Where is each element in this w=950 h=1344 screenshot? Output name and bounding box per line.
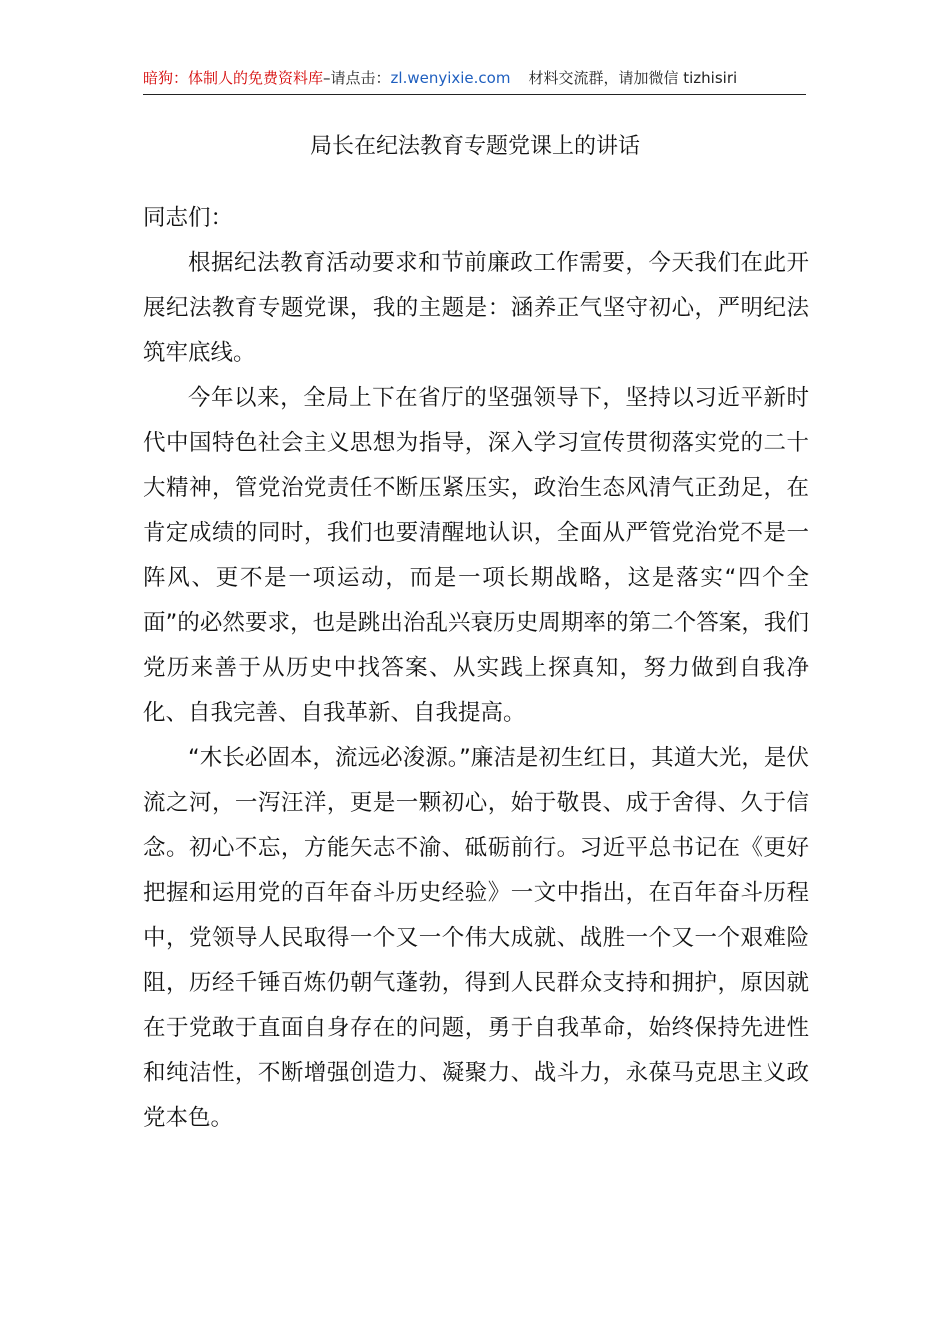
- page-header: [143, 66, 806, 95]
- salutation: 同志们：: [143, 205, 234, 231]
- paragraph-3: “木长必固本，流远必浚源。”廉洁是初生红日，其道大光，是伏流之河，一泻汪洋，更是一颗初心，始于敬畏、成于舍得、久于信念。初心不忘，方能矢志不渝、砥砺前行。习近平总书记在《更好把握和运用党的百年奋斗历史经验》一文中指出，在百年奋斗历程中，党领导人民取得一个又一个伟大成就、战胜一个又一个艰难险阻，历经千锤百炼仍朝气蓬勃，得到人民群众支持和拥护，原因就在于党敢于直面自身存在的问题，勇于自我革命，始终保持先进性和纯洁性，不断增强创造力、凝聚力、战斗力，永葆马克思主义政党本色。: [143, 745, 809, 1131]
- header-prompt: –请点击：: [323, 69, 391, 87]
- header-group-note: 材料交流群，请加微信 tizhisiri: [528, 69, 738, 87]
- header-link[interactable]: zl.wenyixie.com: [390, 69, 511, 87]
- paragraph-1: 根据纪法教育活动要求和节前廉政工作需要，今天我们在此开展纪法教育专题党课，我的主题是：涵养正气坚守初心，严明纪法筑牢底线。: [143, 250, 809, 366]
- header-brand: 暗狗：体制人的免费资料库: [143, 69, 324, 87]
- paragraph-2: 今年以来，全局上下在省厅的坚强领导下，坚持以习近平新时代中国特色社会主义思想为指导，深入学习宣传贯彻落实党的二十大精神，管党治党责任不断压紧压实，政治生态风清气正劲足，在肯定成绩的同时，我们也要清醒地认识，全面从严管党治党不是一阵风、更不是一项运动，而是一项长期战略，这是落实“四个全面”的必然要求，也是跳出治乱兴衰历史周期率的第二个答案，我们党历来善于从历史中找答案、从实践上探真知，努力做到自我净化、自我完善、自我革新、自我提高。: [143, 385, 809, 726]
- document-body: [143, 196, 809, 1141]
- document-title: 局长在纪法教育专题党课上的讲话: [309, 134, 640, 159]
